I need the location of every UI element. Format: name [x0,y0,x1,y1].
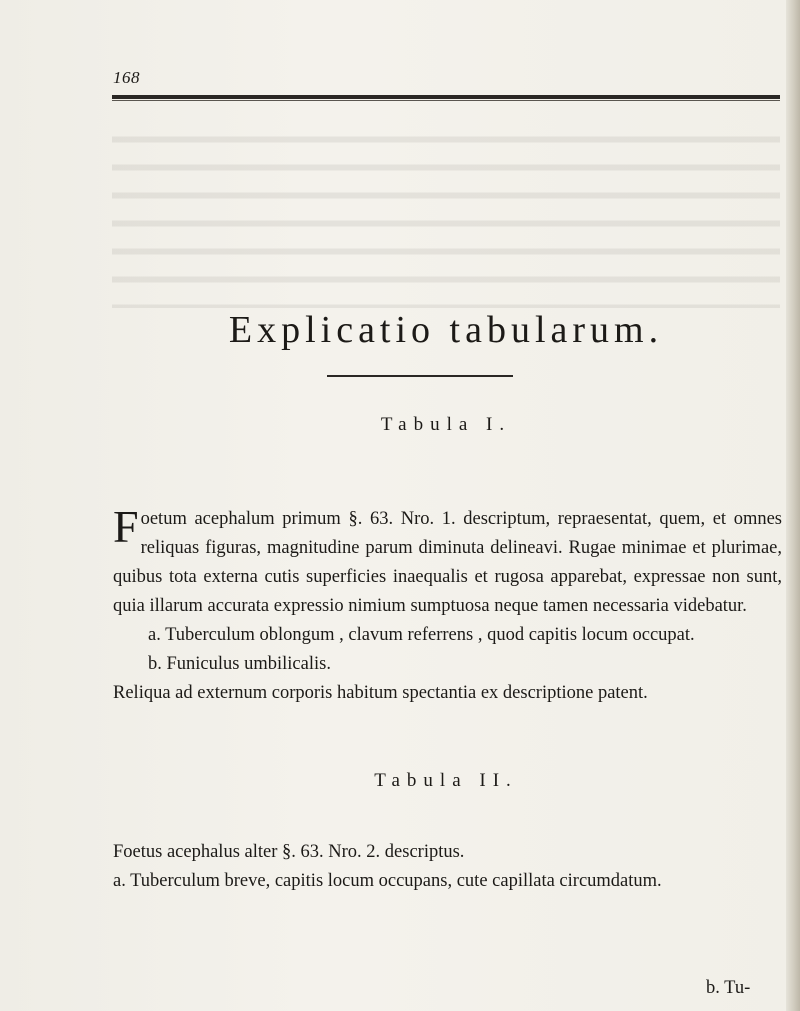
page-edge-shadow [786,0,800,1011]
tabula-1-heading: Tabula I. [380,414,512,435]
tabula-2-intro: Foetus acephalus alter §. 63. Nro. 2. descriptus. [113,842,465,862]
page-number: 168 [113,68,140,87]
tabula-1-closing: Reliqua ad externum corporis habitum spectantia ex descriptione patent. [113,683,648,703]
catchword: b. Tu- [706,978,751,998]
title-divider [327,375,513,377]
tabula-2-section [113,810,782,896]
bleed-through-text [112,118,780,308]
page-title: Explicatio tabularum. [228,309,664,351]
drop-cap: F [113,501,139,552]
tabula-1-paragraph [113,501,782,621]
header-rule-thin [112,100,780,101]
tabula-1-section [113,501,782,708]
tabula-2-heading: Tabula II. [374,770,518,791]
tabula-1-item-b: b. Funiculus umbilicalis. [148,654,331,674]
header-rule [112,95,780,99]
tabula-1-item-a: a. Tuberculum oblongum , clavum referrens , quod capitis locum occupat. [148,625,695,645]
tabula-2-item-a: a. Tuberculum breve, capitis locum occupans, cute capillata circumdatum. [113,871,662,891]
tabula-1-paragraph-text: oetum acephalum primum §. 63. Nro. 1. descriptum, repraesentat, quem, et omnes reliquas figuras, magnitudine parum diminuta delineavi. Rugae minimae et plurimae, quibus tota externa cutis superficies inaequalis et rugosa apparebat, expressae non sunt, quia illarum accurata expressio nimium sumptuosa neque tamen necessaria videbatur. [113,509,782,616]
